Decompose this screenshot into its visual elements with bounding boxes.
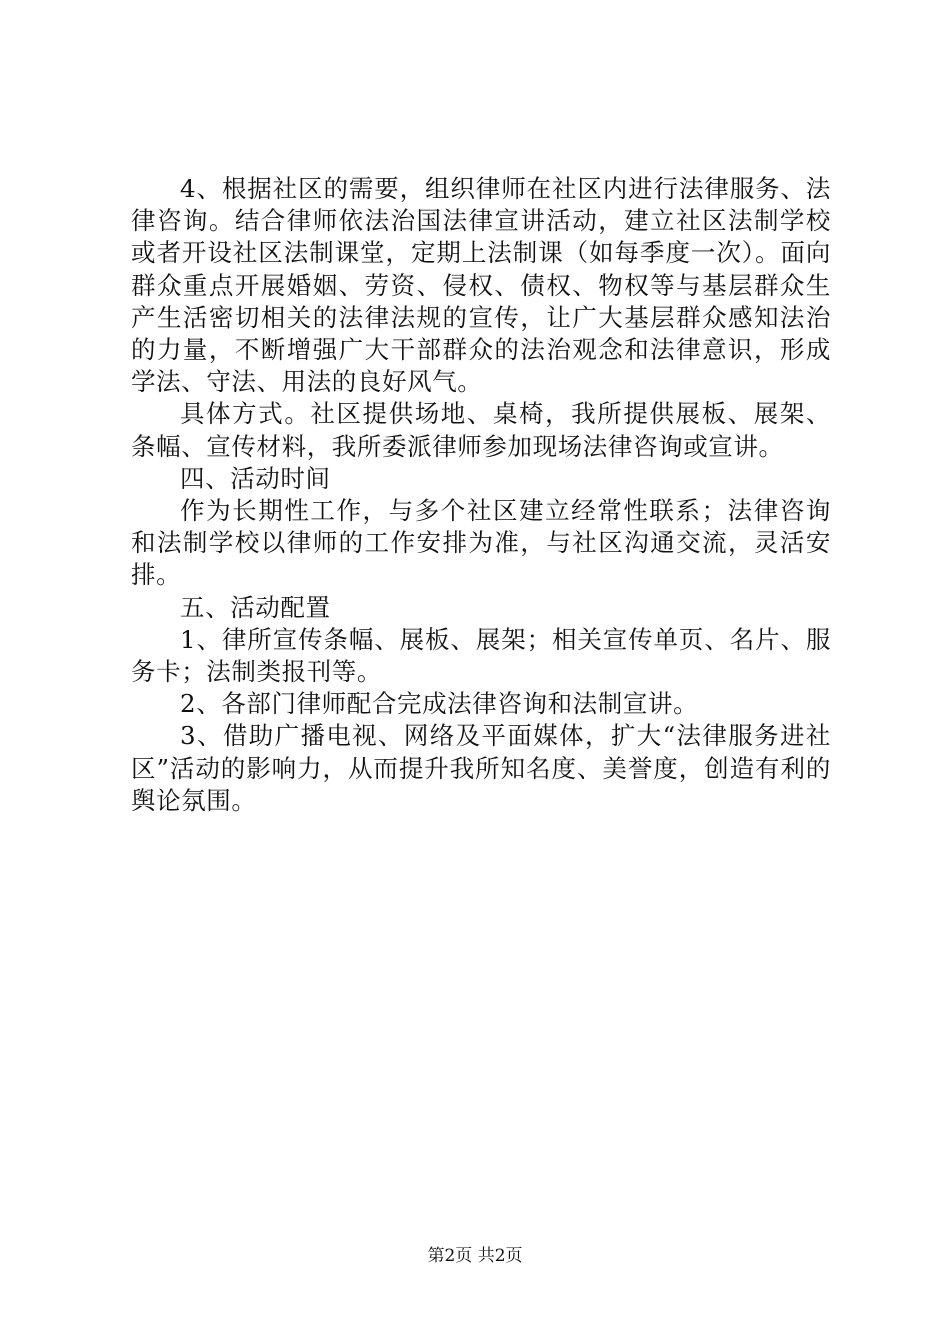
paragraph-config-item-2: 2、各部门律师配合完成法律咨询和法制宣讲。 <box>180 689 699 719</box>
paragraph-config-item-3: 3、借助广播电视、网络及平面媒体，扩大“法律服务进社区”活动的影响力，从而提升我所知名度、美誉度，创造有利的舆论氛围。 <box>131 721 831 815</box>
document-body <box>131 173 831 817</box>
paragraph-activity-time: 作为长期性工作，与多个社区建立经常性联系；法律咨询和法制学校以律师的工作安排为准，与社区沟通交流，灵活安排。 <box>131 496 831 590</box>
page-footer: 第2页 共2页 <box>427 1246 523 1266</box>
paragraph-config-item-1: 1、律所宣传条幅、展板、展架；相关宣传单页、名片、服务卡；法制类报刊等。 <box>131 624 831 687</box>
heading-activity-time: 四、活动时间 <box>180 463 331 493</box>
paragraph-service-consulting: 4、根据社区的需要，组织律师在社区内进行法律服务、法律咨询。结合律师依法治国法律宣讲活动，建立社区法制学校或者开设社区法制课堂，定期上法制课（如每季度一次）。面向群众重点开展婚姻、劳资、侵权、债权、物权等与基层群众生产生活密切相关的法律法规的宣传，让广大基层群众感知法治的力量，不断增强广大干部群众的法治观念和法律意识，形成学法、守法、用法的良好风气。 <box>131 174 831 397</box>
paragraph-specific-method: 具体方式。社区提供场地、桌椅，我所提供展板、展架、条幅、宣传材料，我所委派律师参加现场法律咨询或宣讲。 <box>131 399 831 461</box>
heading-activity-config: 五、活动配置 <box>180 592 331 622</box>
